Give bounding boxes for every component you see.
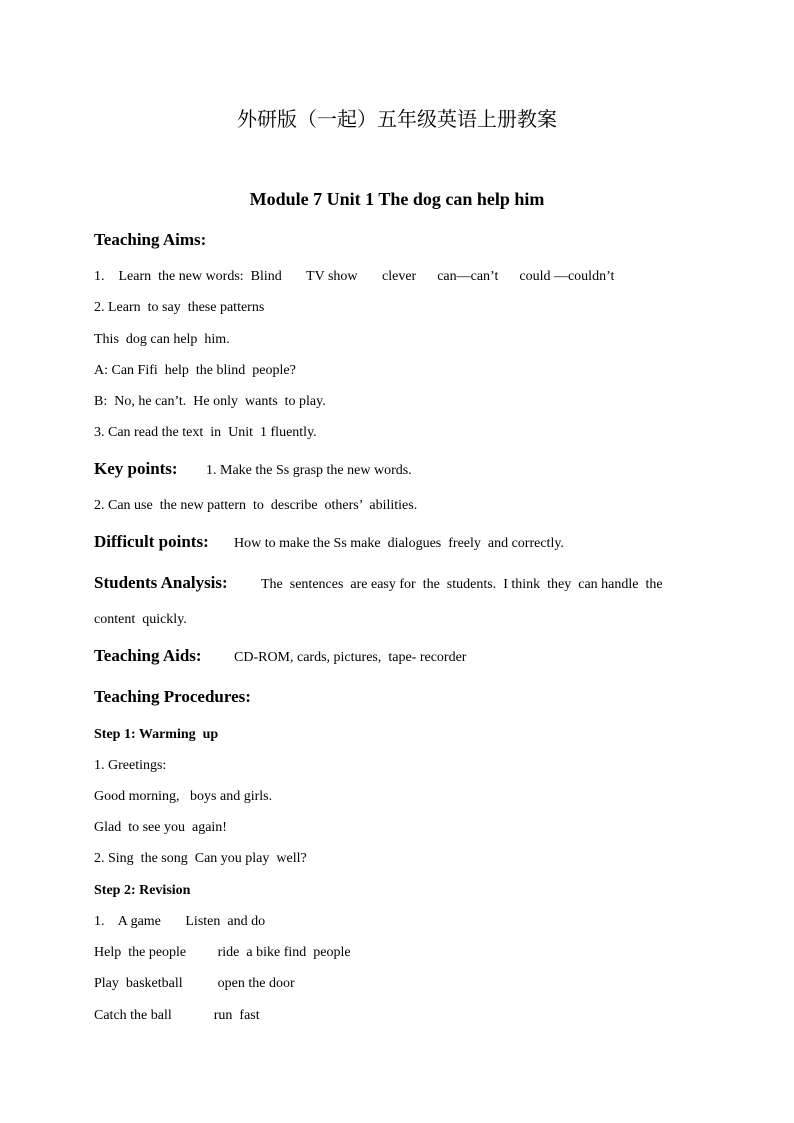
students-analysis-text-1: The sentences are easy for the students. I think they can handle the	[261, 577, 663, 592]
aims-line-5: B: No, he can’t. He only wants to play.	[94, 394, 326, 409]
teaching-aids-heading: Teaching Aids:	[94, 646, 202, 665]
step-2-line-2: Help the people ride a bike find people	[94, 945, 351, 960]
step-1-line-3: Glad to see you again!	[94, 820, 227, 835]
step-2-line-1: 1. A game Listen and do	[94, 914, 266, 929]
step-1-line-4: 2. Sing the song Can you play well?	[94, 851, 307, 866]
step-2-line-3: Play basketball open the door	[94, 976, 295, 991]
step-1-heading: Step 1: Warming up	[94, 727, 219, 742]
step-1-line-1: 1. Greetings:	[94, 758, 167, 773]
key-points-text-2: 2. Can use the new pattern to describe others’ abilities.	[94, 498, 418, 513]
aims-line-3: This dog can help him.	[94, 332, 230, 347]
teaching-procedures-heading: Teaching Procedures:	[94, 687, 251, 706]
key-points-text-1: 1. Make the Ss grasp the new words.	[206, 463, 412, 478]
step-2-heading: Step 2: Revision	[94, 883, 191, 898]
difficult-points-heading: Difficult points:	[94, 532, 209, 551]
module-subtitle: Module 7 Unit 1 The dog can help him	[249, 189, 545, 209]
key-points-heading: Key points:	[94, 459, 178, 478]
step-1-line-2: Good morning, boys and girls.	[94, 789, 273, 804]
students-analysis-heading: Students Analysis:	[94, 573, 228, 592]
aims-line-6: 3. Can read the text in Unit 1 fluently.	[94, 425, 317, 440]
students-analysis-text-2: content quickly.	[94, 612, 187, 627]
document-title: 外研版（一起）五年级英语上册教案	[237, 107, 557, 131]
teaching-aims-heading: Teaching Aims:	[94, 230, 207, 249]
aims-line-4: A: Can Fifi help the blind people?	[94, 363, 296, 378]
teaching-aids-text: CD-ROM, cards, pictures, tape- recorder	[234, 650, 467, 665]
aims-line-1: 1. Learn the new words: Blind TV show clever can—can’t could —couldn’t	[94, 269, 615, 284]
difficult-points-text: How to make the Ss make dialogues freely and correctly.	[234, 536, 564, 551]
aims-line-2: 2. Learn to say these patterns	[94, 300, 265, 315]
step-2-line-4: Catch the ball run fast	[94, 1008, 260, 1023]
